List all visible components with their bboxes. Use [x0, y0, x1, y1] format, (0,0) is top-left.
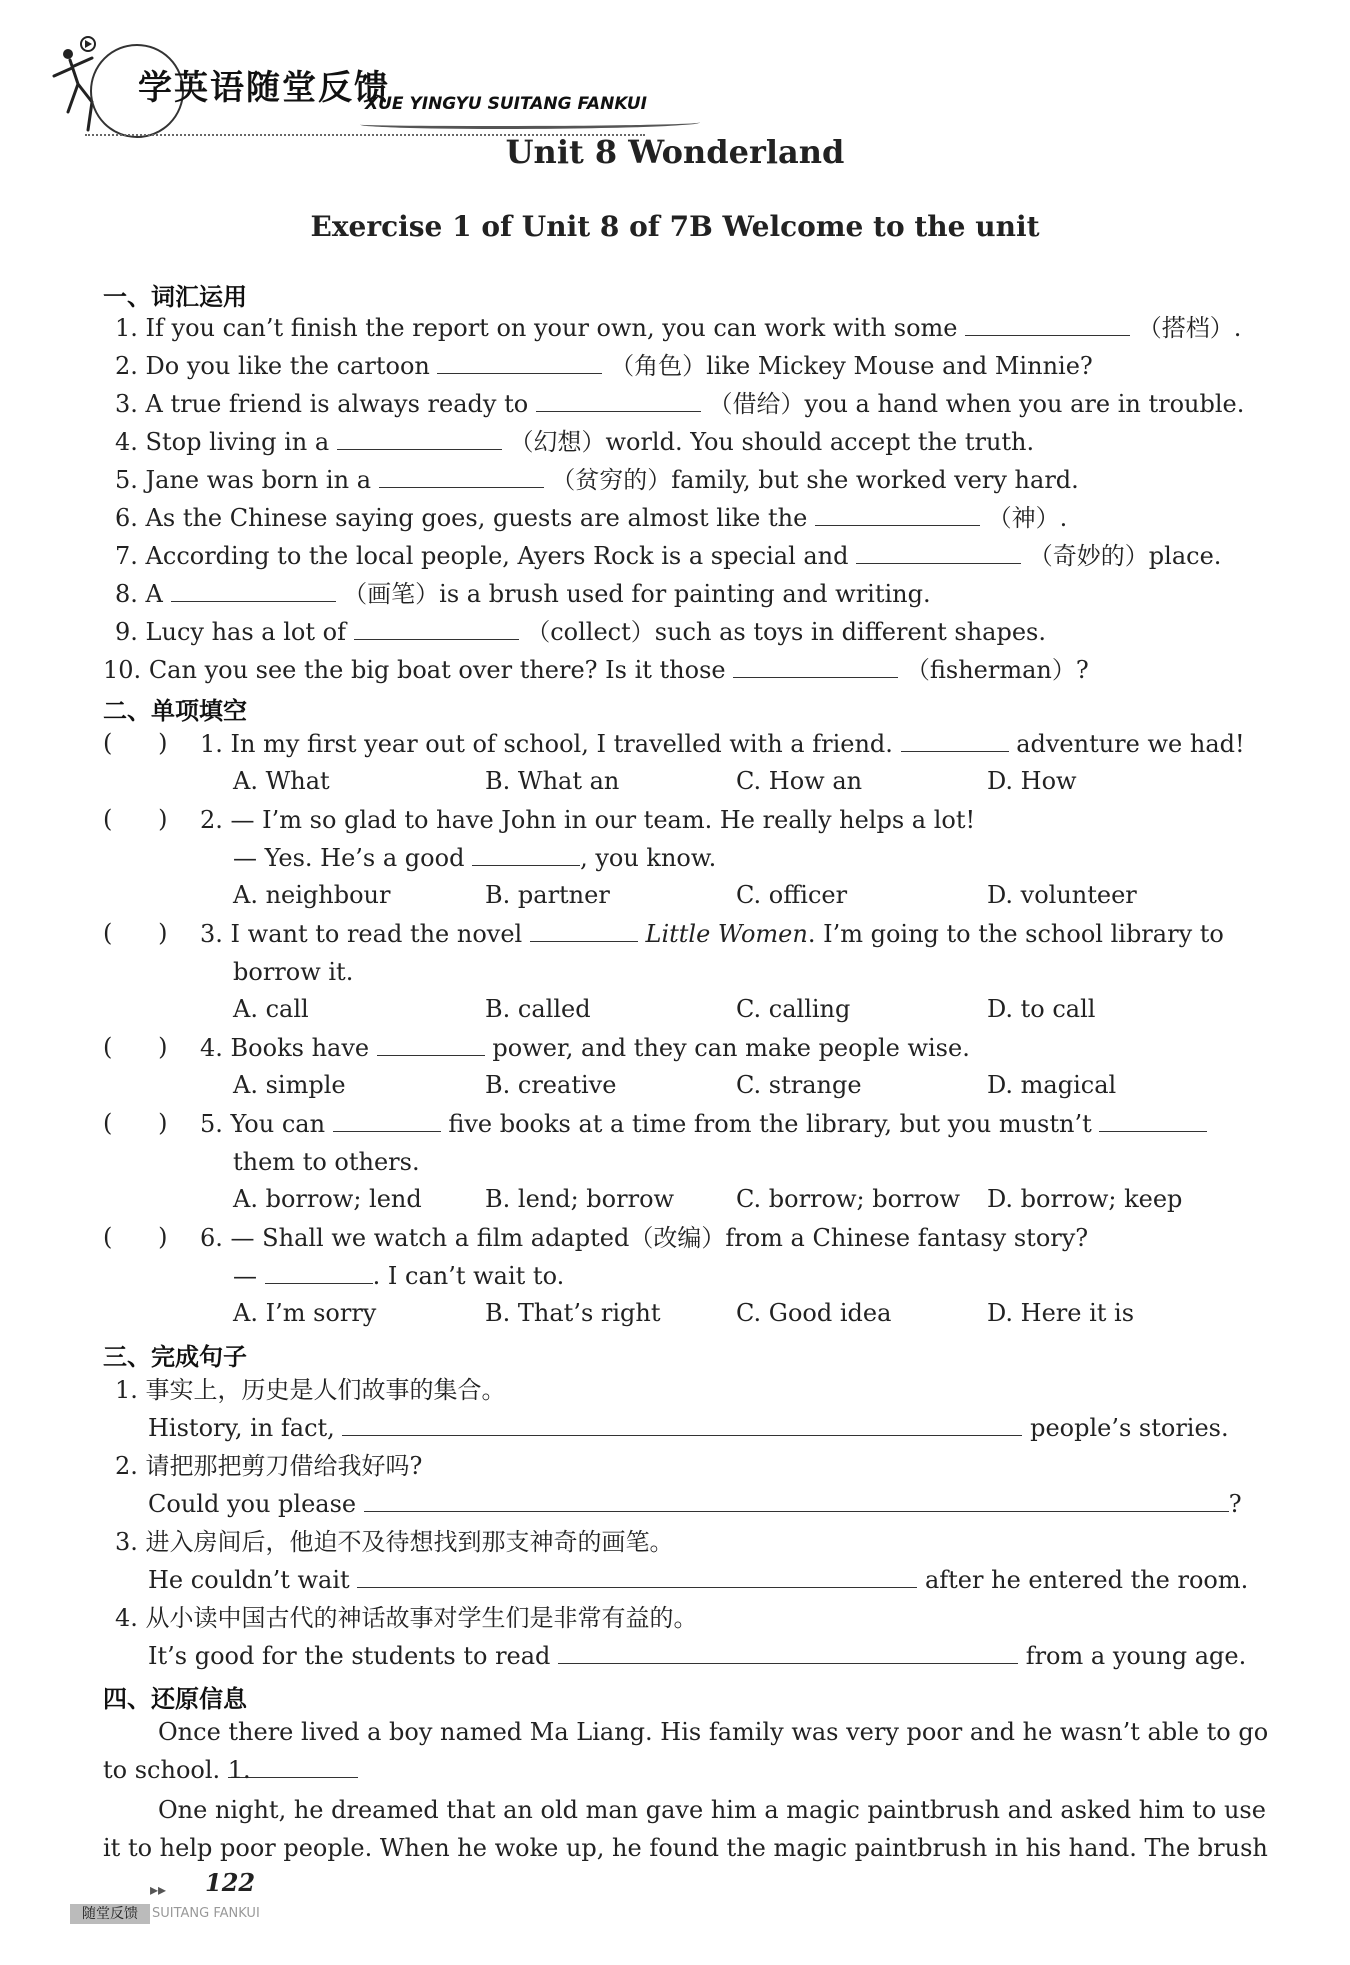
page-number: 122	[205, 1868, 256, 1897]
question-text: — Shall we watch a film adapted（改编）from a Chinese fantasy story?	[230, 1224, 1089, 1252]
answer-blank[interactable]	[965, 313, 1130, 336]
item-number: 10.	[103, 656, 142, 684]
passage-line: Once there lived a boy named Ma Liang. His family was very poor and he wasn’t able to go	[158, 1718, 1269, 1746]
footer-label-en: SUITANG FANKUI	[152, 1906, 260, 1921]
passage-text: to school.	[103, 1756, 221, 1784]
question-number: 3.	[200, 920, 223, 948]
mc-question	[200, 1109, 1207, 1139]
passage-line: it to help poor people. When he woke up, he found the magic paintbrush in his hand. The brush	[103, 1834, 1268, 1862]
answer-blank[interactable]	[815, 503, 980, 526]
answer-line[interactable]	[364, 1489, 1229, 1512]
header-subtitle: XUE YINGYU SUITANG FANKUI	[365, 94, 648, 114]
mc-question-line	[233, 843, 716, 873]
answer-blank[interactable]	[265, 1261, 373, 1284]
item-number: 8.	[115, 580, 138, 608]
section-heading-vocabulary: 一、词汇运用	[103, 283, 247, 311]
vocab-item	[115, 351, 1093, 381]
book-title: Little Women	[645, 920, 808, 948]
answer-paren[interactable]: ( )	[103, 729, 168, 757]
answer-blank[interactable]	[1099, 1109, 1207, 1132]
option-b: B. called	[485, 995, 591, 1023]
answer-blank[interactable]	[530, 919, 638, 942]
sentence-text: Could you please	[148, 1490, 357, 1518]
option-c: C. borrow; borrow	[736, 1185, 960, 1213]
answer-blank[interactable]	[171, 579, 336, 602]
item-text: As the Chinese saying goes, guests are almost like the	[145, 504, 808, 532]
item-number: 3.	[115, 390, 138, 418]
option-d: D. magical	[987, 1071, 1117, 1099]
item-text: Stop living in a	[145, 428, 330, 456]
vocab-item	[115, 617, 1046, 647]
answer-blank[interactable]	[354, 617, 519, 640]
question-number: 6.	[200, 1224, 223, 1252]
question-number: 1.	[200, 730, 223, 758]
answer-blank[interactable]	[472, 843, 580, 866]
item-text: If you can’t finish the report on your own, you can work with some	[145, 314, 958, 342]
option-b: B. What an	[485, 767, 620, 795]
item-text: Lucy has a lot of	[145, 618, 346, 646]
item-text: A true friend is always ready to	[145, 390, 529, 418]
vocab-item	[115, 503, 1067, 533]
answer-blank[interactable]	[437, 351, 602, 374]
question-text: — I’m so glad to have John in our team. He really helps a lot!	[230, 806, 976, 834]
header-swoosh	[360, 118, 700, 129]
sentence-text: people’s stories.	[1030, 1414, 1229, 1442]
item-hint: （画笔）is a brush used for painting and writing.	[343, 580, 931, 608]
blank-number: 1.	[227, 1756, 251, 1784]
sentence-text: after he entered the room.	[924, 1566, 1249, 1594]
vocab-item	[115, 389, 1244, 419]
mc-question-line	[233, 1261, 564, 1291]
option-c: C. How an	[736, 767, 863, 795]
unit-title: Unit 8 Wonderland	[505, 133, 845, 171]
answer-paren[interactable]: ( )	[103, 1033, 168, 1061]
vocab-item	[115, 313, 1241, 343]
english-sentence	[148, 1489, 1242, 1519]
option-a: A. What	[233, 767, 330, 795]
sentence-text: from a young age.	[1025, 1642, 1247, 1670]
item-number: 9.	[115, 618, 138, 646]
english-sentence	[148, 1413, 1229, 1443]
answer-paren[interactable]: ( )	[103, 1109, 168, 1137]
exercise-title: Exercise 1 of Unit 8 of 7B Welcome to the unit	[310, 210, 1040, 243]
option-a: A. call	[233, 995, 309, 1023]
mc-question	[200, 1223, 1088, 1253]
answer-blank[interactable]	[901, 729, 1009, 752]
vocab-item	[115, 465, 1079, 495]
item-number: 4.	[115, 428, 138, 456]
footer-label	[70, 1904, 276, 1924]
chinese-sentence: 2. 请把那把剪刀借给我好吗?	[115, 1452, 423, 1480]
answer-blank[interactable]	[536, 389, 701, 412]
question-text: , you know.	[580, 844, 717, 872]
question-text: You can	[230, 1110, 326, 1138]
answer-blank[interactable]	[333, 1109, 441, 1132]
option-a: A. borrow; lend	[233, 1185, 422, 1213]
question-text: . I can’t wait to.	[372, 1262, 565, 1290]
question-text: adventure we had!	[1016, 730, 1245, 758]
page-arrow-icon: ▸▸	[150, 1880, 167, 1899]
answer-blank[interactable]	[337, 427, 502, 450]
vocab-item	[115, 427, 1034, 457]
mc-question	[200, 805, 975, 835]
option-d: D. borrow; keep	[987, 1185, 1183, 1213]
vocab-item	[115, 579, 931, 609]
answer-blank[interactable]	[856, 541, 1021, 564]
chinese-sentence: 3. 进入房间后，他迫不及待想找到那支神奇的画笔。	[115, 1528, 674, 1556]
option-b: B. partner	[485, 881, 610, 909]
mc-question-line: them to others.	[233, 1148, 420, 1176]
item-number: 5.	[115, 466, 138, 494]
option-b: B. That’s right	[485, 1299, 661, 1327]
mc-question	[200, 729, 1245, 759]
english-sentence	[148, 1641, 1246, 1671]
question-text: . I’m going to the school library to	[807, 920, 1224, 948]
item-text: According to the local people, Ayers Rock is a special and	[145, 542, 849, 570]
answer-paren[interactable]: ( )	[103, 805, 168, 833]
option-d: D. How	[987, 767, 1077, 795]
question-text: five books at a time from the library, but you mustn’t	[448, 1110, 1092, 1138]
option-c: C. calling	[736, 995, 851, 1023]
chinese-sentence: 4. 从小读中国古代的神话故事对学生们是非常有益的。	[115, 1604, 698, 1632]
mc-question-line: borrow it.	[233, 958, 354, 986]
answer-blank[interactable]	[379, 465, 544, 488]
sentence-text: History, in fact,	[148, 1414, 335, 1442]
option-a: A. neighbour	[233, 881, 391, 909]
header-title: 学英语随堂反馈	[138, 68, 390, 108]
vocab-item	[115, 541, 1221, 571]
item-hint: （搭档）.	[1137, 314, 1242, 342]
answer-paren[interactable]: ( )	[103, 1223, 168, 1251]
option-c: C. officer	[736, 881, 848, 909]
option-d: D. volunteer	[987, 881, 1137, 909]
question-text: In my first year out of school, I travelled with a friend.	[230, 730, 893, 758]
mc-question	[200, 1033, 970, 1063]
sentence-text: He couldn’t wait	[148, 1566, 350, 1594]
item-number: 6.	[115, 504, 138, 532]
question-number: 5.	[200, 1110, 223, 1138]
section-heading-restore-info: 四、还原信息	[103, 1685, 247, 1713]
item-hint: （幻想）world. You should accept the truth.	[509, 428, 1035, 456]
option-b: B. creative	[485, 1071, 617, 1099]
option-d: D. to call	[987, 995, 1096, 1023]
mc-question	[200, 919, 1224, 949]
answer-line[interactable]	[342, 1413, 1022, 1436]
english-sentence	[148, 1565, 1248, 1595]
option-c: C. Good idea	[736, 1299, 892, 1327]
item-hint: （贫穷的）family, but she worked very hard.	[551, 466, 1079, 494]
sentence-text: It’s good for the students to read	[148, 1642, 551, 1670]
answer-line[interactable]	[558, 1641, 1018, 1664]
option-d: D. Here it is	[987, 1299, 1135, 1327]
answer-line[interactable]	[357, 1565, 917, 1588]
passage-line: One night, he dreamed that an old man gave him a magic paintbrush and asked him to use	[158, 1796, 1266, 1824]
passage-line	[103, 1755, 358, 1785]
question-text: I want to read the novel	[230, 920, 523, 948]
page-header	[30, 22, 680, 132]
item-text: Do you like the cartoon	[145, 352, 430, 380]
answer-blank[interactable]	[227, 1755, 358, 1784]
option-a: A. simple	[233, 1071, 346, 1099]
question-text: power, and they can make people wise.	[492, 1034, 970, 1062]
sentence-text: ?	[1228, 1490, 1242, 1518]
item-number: 1.	[115, 314, 138, 342]
option-b: B. lend; borrow	[485, 1185, 675, 1213]
question-text: Books have	[230, 1034, 370, 1062]
question-text: —	[233, 1262, 257, 1290]
item-hint: （角色）like Mickey Mouse and Minnie?	[610, 352, 1093, 380]
question-number: 4.	[200, 1034, 223, 1062]
section-heading-multiple-choice: 二、单项填空	[103, 697, 247, 725]
item-hint: （collect）such as toys in different shapes.	[526, 618, 1046, 646]
footer-label-cn: 随堂反馈	[70, 1904, 150, 1924]
item-text: A	[145, 580, 163, 608]
item-number: 7.	[115, 542, 138, 570]
vocab-item	[103, 655, 1089, 685]
answer-paren[interactable]: ( )	[103, 919, 168, 947]
item-hint: （奇妙的）place.	[1028, 542, 1222, 570]
question-text: — Yes. He’s a good	[233, 844, 465, 872]
item-hint: （神）.	[987, 504, 1068, 532]
item-text: Can you see the big boat over there? Is it those	[148, 656, 726, 684]
item-hint: （借给）you a hand when you are in trouble.	[708, 390, 1245, 418]
option-a: A. I’m sorry	[233, 1299, 377, 1327]
section-heading-complete-sentences: 三、完成句子	[103, 1343, 247, 1371]
chinese-sentence: 1. 事实上，历史是人们故事的集合。	[115, 1376, 506, 1404]
question-number: 2.	[200, 806, 223, 834]
answer-blank[interactable]	[733, 655, 898, 678]
item-hint: （fisherman）?	[905, 656, 1089, 684]
item-text: Jane was born in a	[145, 466, 372, 494]
item-number: 2.	[115, 352, 138, 380]
answer-blank[interactable]	[377, 1033, 485, 1056]
option-c: C. strange	[736, 1071, 862, 1099]
